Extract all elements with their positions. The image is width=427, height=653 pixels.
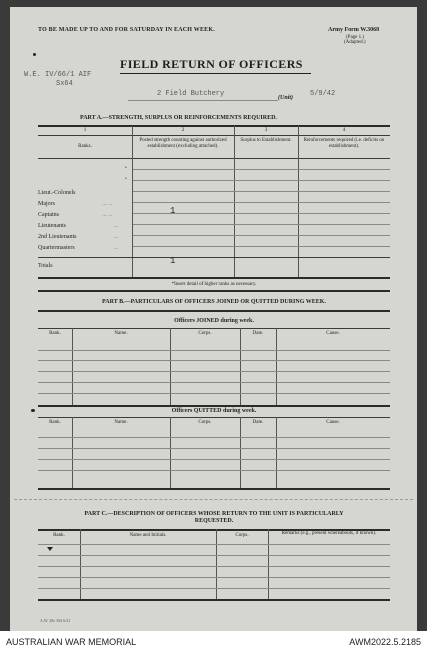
rank-label: Majors [38,201,55,207]
quitted-row-rule [38,448,390,449]
joined-col-divider [72,328,73,406]
perforation-line [14,499,413,500]
leader-dots: ... [114,223,119,229]
joined-row-rule [38,350,390,351]
joined-row-rule [38,360,390,361]
quitted-col-rank: Rank. [49,420,61,425]
row-rule [133,202,390,203]
joined-row-rule [38,393,390,394]
quitted-col-divider [72,417,73,489]
row-rule [133,180,390,181]
leader-dots: ... ... [102,201,113,207]
part-b-heading: PART B.—PARTICULARS OF OFFICERS JOINED OR QUITTED DURING WEEK. [102,299,326,305]
part-a-top-rule [38,125,390,127]
joined-col-rank: Rank. [49,331,61,336]
part-c-row-rule [38,588,390,589]
quitted-row-rule [38,459,390,460]
col-header-surplus: Surplus to Establishment. [240,138,292,143]
form-page: (Page 1.) [346,35,365,40]
totals-rule [38,257,390,258]
part-c-heading-cont: REQUESTED. [194,518,234,524]
col-number-4: 4 [342,128,346,133]
pen-mark [47,547,53,551]
row-rule [133,169,390,170]
part-b-top-rule [38,310,390,312]
quitted-col-cause: Cause. [326,420,340,425]
form-sheet [10,7,417,631]
col-number-3: 3 [264,128,268,133]
joined-col-cause: Cause. [326,331,340,336]
joined-row-rule [38,371,390,372]
title-underline [120,73,311,74]
form-adapted: (Adapted.) [344,40,366,45]
joined-header-top [38,328,390,329]
higher-rank-asterisk: • [125,166,127,171]
row-rule [133,246,390,247]
posted-captains: 1 [170,206,176,216]
row-rule [133,191,390,192]
punch-hole-mark [33,53,36,56]
form-title: FIELD RETURN OF OFFICERS [120,57,303,71]
joined-bottom-rule [38,405,390,407]
joined-col-divider [170,328,171,406]
quitted-col-divider [240,417,241,489]
archive-footer [0,631,427,653]
leader-dots: ... ... [102,212,113,218]
joined-heading: Officers JOINED during week. [174,318,254,324]
col-number-1: 1 [83,128,87,133]
part-c-row-rule [38,577,390,578]
joined-col-corps: Corps. [198,331,212,336]
joined-col-name: Name. [114,331,128,336]
unit-line [128,100,278,101]
quitted-col-divider [276,417,277,489]
archive-name: AUSTRALIAN WAR MEMORIAL [6,637,137,647]
row-rule [133,235,390,236]
quitted-header-top [38,417,390,418]
return-date: 5/9/42 [310,90,336,98]
joined-row-rule [38,382,390,383]
part-a-end-rule [38,290,390,292]
row-rule [133,224,390,225]
printer-note: A.W. 28e 3S4 6/41 [40,618,71,623]
quitted-heading: Officers QUITTED during week. [171,408,257,414]
quitted-col-name: Name. [114,420,128,425]
part-c-col-remarks: Remarks (e.g., present whereabouts, if known). [281,531,377,536]
part-c-row-rule [38,544,390,545]
part-c-row-rule [38,566,390,567]
rank-label: Lieut.-Colonels [38,190,76,196]
punch-hole-mark [31,409,35,412]
part-c-col-name: Name and Initials. [129,533,167,538]
rank-label: Captains [38,212,59,218]
quitted-row-rule [38,470,390,471]
part-c-heading: PART C.—DESCRIPTION OF OFFICERS WHOSE RETURN TO THE UNIT IS PARTICULARLY [84,511,344,517]
joined-col-date: Date. [252,331,264,336]
col-header-posted-strength: Posted strength counting against authorized establishment (excluding attached). [139,138,227,149]
archive-reference: AWM2022.5.2185 [349,637,421,647]
reference-suffix: Sx64 [56,80,73,88]
quitted-col-date: Date. [252,420,264,425]
higher-rank-asterisk: • [125,177,127,182]
quitted-row-rule [38,437,390,438]
rank-label: Lieutenants [38,223,66,229]
form-number: Army Form W.3068 [328,27,380,33]
part-a-heading: PART A.—STRENGTH, SURPLUS OR REINFORCEMENTS REQUIRED. [80,115,277,121]
part-c-bottom-rule [38,599,390,601]
unit-label: (Unit) [278,95,293,101]
joined-col-divider [276,328,277,406]
col-number-rule [38,135,390,136]
col-header-reinforcements: Reinforcements required (i.e. deficits on establishment). [303,138,385,149]
quitted-bottom-rule [38,488,390,490]
leader-dots: ... [114,245,119,251]
submission-notice: TO BE MADE UP TO AND FOR SATURDAY IN EACH WEEK. [38,27,215,33]
part-c-col-rank: Rank. [53,533,65,538]
quitted-col-corps: Corps. [198,420,212,425]
part-c-row-rule [38,555,390,556]
rank-label: Quartermasters [38,245,75,251]
totals-label: Totals [38,263,53,269]
reference-number: W.E. IV/66/1 AIF [24,71,92,79]
part-c-col-corps: Corps. [235,533,249,538]
col-header-ranks: Ranks. [78,144,92,149]
part-a-footnote: *Insert detail of higher ranks as necessary. [171,282,257,287]
quitted-col-divider [170,417,171,489]
col-header-rule [38,158,390,159]
part-a-bottom-rule [38,277,390,279]
leader-dots: ... [114,234,119,240]
col-number-2: 2 [181,128,185,133]
totals-posted: 1 [170,256,176,266]
unit-value: 2 Field Butchery [157,90,225,98]
rank-label: 2nd Lieutenants [38,234,77,240]
joined-col-divider [240,328,241,406]
